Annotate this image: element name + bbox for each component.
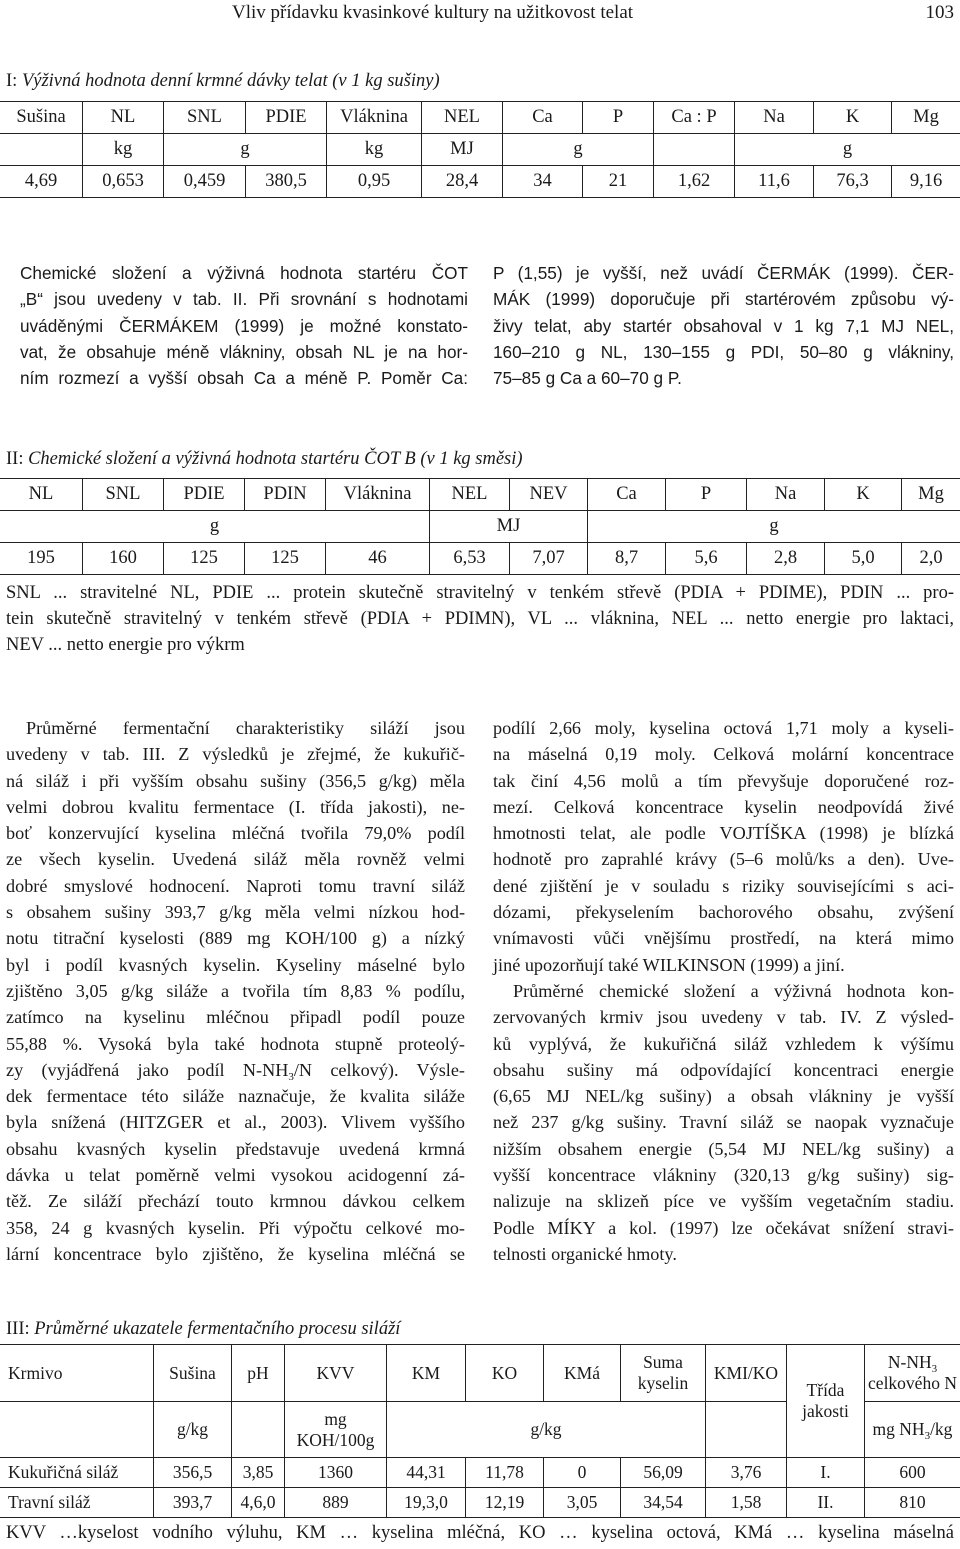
table-2-header: PDIN bbox=[245, 479, 326, 511]
table-2-header: Vláknina bbox=[326, 479, 430, 511]
table-2-header: Mg bbox=[902, 479, 960, 511]
table-2-unit: g bbox=[0, 511, 430, 543]
table-2 bbox=[0, 478, 960, 575]
unit-fragment: mg NH bbox=[872, 1419, 925, 1439]
table-3-cell: 4,6,0 bbox=[232, 1488, 285, 1518]
table-2-value: 46 bbox=[326, 543, 430, 575]
text-line: zervovaných krmiv jsou uvedeny v tab. IV. Z výsled- bbox=[493, 1007, 954, 1028]
table-3-cell: 3,05 bbox=[544, 1488, 621, 1518]
text-line: hmotnosti telat, ale podle VOJTÍŠKA (1998) je blízká bbox=[493, 823, 954, 844]
table-3-unit-kvv bbox=[285, 1402, 387, 1458]
table-3-unit bbox=[706, 1402, 787, 1458]
text-line: nalizuje na sklizeň píce ve vyšším vegetačním stadiu. bbox=[493, 1191, 954, 1212]
table-1-value: 0,95 bbox=[327, 166, 422, 198]
text-line: dózami, překyselením bachorového obsahu, zvýšení bbox=[493, 902, 954, 923]
table-1-value: 28,4 bbox=[422, 166, 503, 198]
table-1-unit: kg bbox=[327, 134, 422, 166]
text-line: dek fermentace této siláže naznačuje, že kvalita siláže bbox=[6, 1086, 465, 1107]
table-2-header: NEV bbox=[510, 479, 588, 511]
paragraph-2-right bbox=[493, 715, 954, 1267]
table-3-cell: 1360 bbox=[285, 1458, 387, 1488]
text-line: vnímavosti vůči vnějšímu prostředí, na která mimo bbox=[493, 928, 954, 949]
table-1-header: K bbox=[814, 102, 892, 134]
text-line: notu titrační kyselosti (889 mg KOH/100 g) a nízký bbox=[6, 928, 465, 949]
table-1 bbox=[0, 101, 960, 198]
table-1-header: NL bbox=[83, 102, 164, 134]
table-3-header: KMá bbox=[544, 1345, 621, 1402]
text-line: obsahu sušiny má odpovídající koncentraci energie bbox=[493, 1059, 954, 1080]
table-1-value: 1,62 bbox=[654, 166, 735, 198]
table-2-header: PDIE bbox=[164, 479, 245, 511]
text-line: 160–210 g NL, 130–155 g PDI, 50–80 g vlákniny, bbox=[493, 341, 954, 362]
table-2-header-row bbox=[0, 479, 960, 511]
paragraph-1-right bbox=[493, 260, 954, 391]
table-3-header: Krmivo bbox=[0, 1345, 154, 1402]
table-2-header: SNL bbox=[83, 479, 164, 511]
text-line: jiné upozorňují také WILKINSON (1999) a jiní. bbox=[493, 954, 845, 975]
text-line: (6,65 MJ NEL/kg sušiny) a obsah vlákniny je vyšší bbox=[493, 1086, 954, 1107]
paragraph-2-left bbox=[6, 715, 465, 1267]
text-line: podílí 2,66 moly, kyselina octová 1,71 moly a kyseli- bbox=[493, 718, 954, 738]
table-1-value: 9,16 bbox=[892, 166, 960, 198]
text-line: telnosti organické hmoty. bbox=[493, 1243, 677, 1264]
text-line: s obsahem sušiny 393,7 g/kg měla velmi nízkou hod- bbox=[6, 902, 465, 923]
table-1-value: 21 bbox=[583, 166, 654, 198]
text-fragment: zy (vyjádřená jako podíl N-NH bbox=[6, 1059, 289, 1080]
text-line: ná siláž i při vyšším obsahu sušiny (356,5 g/kg) měla bbox=[6, 770, 465, 791]
text-line: Chemické složení a výživná hodnota startéru ČOT bbox=[20, 263, 468, 283]
text-line: uvedeny v tab. III. Z výsledků je zřejmé, že kukuřič- bbox=[6, 744, 465, 765]
text-line: byla snížená (HITZGER et al., 2003). Vlivem vyššího bbox=[6, 1112, 465, 1133]
text-line: ze všech kyselin. Uvedená siláž měla rovněž velmi bbox=[6, 849, 465, 870]
table-2-value: 2,8 bbox=[747, 543, 825, 575]
table-3-cell: 810 bbox=[865, 1488, 960, 1518]
table-3-unit: g/kg bbox=[154, 1402, 232, 1458]
running-title: Vliv přídavku kvasinkové kultury na užitkovost telat bbox=[232, 2, 634, 23]
text-line: na máselná 0,19 moly. Celková molární koncentrace bbox=[493, 744, 954, 765]
table-2-title: Chemické složení a výživná hodnota startéru ČOT B (v 1 kg směsi) bbox=[28, 449, 523, 469]
text-line: boť konzervující kyselina mléčná tvořila 79,0% podíl bbox=[6, 823, 465, 844]
text-line: „B“ jsou uvedeny v tab. II. Při srovnání s hodnotami bbox=[20, 289, 468, 310]
table-1-value: 0,459 bbox=[164, 166, 246, 198]
header-line bbox=[865, 1352, 960, 1373]
table-3-row bbox=[0, 1488, 960, 1518]
text-line: zjištěno 3,05 g/kg siláže a tvořila tím 8,83 % podílu, bbox=[6, 980, 465, 1001]
text-line: P (1,55) je vyšší, než uvádí ČERMÁK (1999). ČER- bbox=[493, 263, 954, 283]
table-3-unit bbox=[0, 1402, 154, 1458]
table-2-value: 125 bbox=[164, 543, 245, 575]
text-line: dené zjištění je v souladu s riziky souvisejícími s aci- bbox=[493, 875, 954, 896]
table-3-header: KO bbox=[466, 1345, 544, 1402]
table-1-header: Ca bbox=[503, 102, 583, 134]
table-2-number: II: bbox=[6, 449, 24, 469]
text-line: velmi dobrou kvalitu fermentace (I. třída jakosti), ne- bbox=[6, 796, 465, 817]
note-line: tein skutečně stravitelný v tenkém střevě (PDIA + PDIMN), VL ... vláknina, NEL ... netto energie pro laktaci, bbox=[6, 609, 954, 629]
table-1-header: Na bbox=[735, 102, 814, 134]
table-3-unit-nnh bbox=[865, 1402, 960, 1458]
text-line: než 237 g/kg sušiny. Travní siláž se naopak vyznačuje bbox=[493, 1112, 954, 1133]
table-3-header: KVV bbox=[285, 1345, 387, 1402]
table-1-value: 76,3 bbox=[814, 166, 892, 198]
table-1-unit bbox=[0, 134, 83, 166]
table-1-number: I: bbox=[6, 71, 18, 91]
table-3-cell: 889 bbox=[285, 1488, 387, 1518]
table-3-cell: Travní siláž bbox=[0, 1488, 154, 1518]
table-1-unit-row bbox=[0, 134, 960, 166]
table-3-unit: g/kg bbox=[387, 1402, 706, 1458]
table-1-value-row bbox=[0, 166, 960, 198]
text-line: MÁK (1999) doporučuje při startérovém způsobu vý- bbox=[493, 289, 954, 310]
table-2-value: 195 bbox=[0, 543, 83, 575]
unit-line: KOH/100g bbox=[296, 1429, 375, 1450]
table-3-cell: 12,19 bbox=[466, 1488, 544, 1518]
table-3-footnote: KVV …kyselost vodního výluhu, KM … kyselina mléčná, KO … kyselina octová, KMá … kyselina máselná bbox=[6, 1523, 954, 1543]
table-3-cell: I. bbox=[787, 1458, 865, 1488]
table-1-header-row bbox=[0, 102, 960, 134]
text-line: zatímco na kyselinu mléčnou připadl podíl pouze bbox=[6, 1007, 465, 1028]
table-3 bbox=[0, 1344, 960, 1518]
text-line: uváděnými ČERMÁKEM (1999) je možné konstato- bbox=[20, 315, 468, 336]
table-3-header-nnh bbox=[865, 1345, 960, 1402]
text-line: dávka u telat poměrně velmi vysokou acidogenní zá- bbox=[6, 1165, 465, 1186]
text-line: obsahu kvasných kyselin představuje uvedená krmná bbox=[6, 1138, 465, 1159]
text-line: ků vyplývá, že kukuřičná siláž vzhledem k výšímu bbox=[493, 1033, 954, 1054]
table-3-cell: 44,31 bbox=[387, 1458, 466, 1488]
table-2-header: K bbox=[825, 479, 902, 511]
header-line: kyselin bbox=[637, 1373, 689, 1393]
text-line: ním rozmezí a vyšší obsah Ca a méně P. Poměr Ca: bbox=[20, 368, 468, 389]
table-1-unit: g bbox=[503, 134, 654, 166]
table-2-header: NEL bbox=[430, 479, 510, 511]
table-2-header: NL bbox=[0, 479, 83, 511]
table-3-header: KM bbox=[387, 1345, 466, 1402]
table-2-value: 160 bbox=[83, 543, 164, 575]
table-2-value: 6,53 bbox=[430, 543, 510, 575]
paragraph-1-left bbox=[20, 260, 468, 391]
table-2-header: Ca bbox=[588, 479, 666, 511]
table-1-header: PDIE bbox=[246, 102, 327, 134]
table-2-unit: g bbox=[588, 511, 960, 543]
table-3-cell: 600 bbox=[865, 1458, 960, 1488]
table-2-value: 125 bbox=[245, 543, 326, 575]
table-1-value: 380,5 bbox=[246, 166, 327, 198]
text-line: Průměrné chemické složení a výživná hodnota kon- bbox=[513, 980, 954, 1001]
table-3-number: III: bbox=[6, 1319, 30, 1339]
table-1-unit: MJ bbox=[422, 134, 503, 166]
unit-line: mg bbox=[324, 1408, 347, 1429]
table-1-header: P bbox=[583, 102, 654, 134]
table-1-value: 4,69 bbox=[0, 166, 83, 198]
table-3-title: Průměrné ukazatele fermentačního procesu siláží bbox=[34, 1319, 401, 1339]
table-1-header: Mg bbox=[892, 102, 960, 134]
subscript: 3 bbox=[288, 1070, 294, 1083]
note-line: NEV ... netto energie pro výkrm bbox=[6, 635, 245, 655]
text-line: 75–85 g Ca a 60–70 g P. bbox=[493, 368, 682, 389]
text-line: lární koncentrace bylo zjištěno, že kyselina mléčná se bbox=[6, 1243, 465, 1264]
table-3-cell: 3,85 bbox=[232, 1458, 285, 1488]
table-3-caption bbox=[6, 1319, 400, 1340]
table-3-cell: 11,78 bbox=[466, 1458, 544, 1488]
table-3-header-suma bbox=[621, 1345, 706, 1402]
table-3-header: pH bbox=[232, 1345, 285, 1402]
table-3-row bbox=[0, 1458, 960, 1488]
table-3-cell: II. bbox=[787, 1488, 865, 1518]
table-1-header: Ca : P bbox=[654, 102, 735, 134]
table-2-header: P bbox=[666, 479, 747, 511]
header-line: Suma bbox=[643, 1352, 683, 1372]
table-3-header-row bbox=[0, 1345, 960, 1402]
text-fragment: /N celkový). Výsle- bbox=[293, 1059, 465, 1080]
text-line: vyšší koncentrace vlákniny (320,13 g/kg sušiny) sig- bbox=[493, 1165, 954, 1186]
table-3-header: Sušina bbox=[154, 1345, 232, 1402]
table-1-title: Výživná hodnota denní krmné dávky telat (v 1 kg sušiny) bbox=[21, 71, 440, 91]
text-line: mezí. Celková koncentrace kyselin neodpovídá živé bbox=[493, 796, 954, 817]
page-number: 103 bbox=[925, 2, 954, 23]
text-line: dobré smyslové hodnocení. Naproti tomu travní siláž bbox=[6, 875, 465, 896]
table-1-caption bbox=[6, 71, 440, 92]
table-3-cell: 393,7 bbox=[154, 1488, 232, 1518]
header-line: jakosti bbox=[802, 1401, 849, 1421]
table-2-value: 2,0 bbox=[902, 543, 960, 575]
text-line: tak činí 4,56 molů a tím převyšuje doporučené roz- bbox=[493, 770, 954, 791]
table-1-unit: kg bbox=[83, 134, 164, 166]
table-3-cell: 19,3,0 bbox=[387, 1488, 466, 1518]
table-3-cell: 1,58 bbox=[706, 1488, 787, 1518]
table-1-unit: g bbox=[164, 134, 327, 166]
table-1-value: 34 bbox=[503, 166, 583, 198]
table-3-cell: 356,5 bbox=[154, 1458, 232, 1488]
text-line: živy telat, aby startér obsahoval v 1 kg 7,1 MJ NEL, bbox=[493, 315, 954, 336]
table-1-header: Vláknina bbox=[327, 102, 422, 134]
table-1-value: 0,653 bbox=[83, 166, 164, 198]
table-2-unit: MJ bbox=[430, 511, 588, 543]
table-2-unit-row bbox=[0, 511, 960, 543]
table-2-value: 5,6 bbox=[666, 543, 747, 575]
table-1-value: 11,6 bbox=[735, 166, 814, 198]
table-2-value: 8,7 bbox=[588, 543, 666, 575]
text-line: vat, že obsahuje méně vlákniny, obsah NL je na hor- bbox=[20, 341, 468, 362]
note-line: SNL ... stravitelné NL, PDIE ... protein skutečně stravitelný v tenkém střevě (PDIA + PDIME), PDIN ... pro- bbox=[6, 583, 954, 603]
subscript: 3 bbox=[931, 1363, 938, 1375]
table-3-header: KMI/KO bbox=[706, 1345, 787, 1402]
table-2-value-row bbox=[0, 543, 960, 575]
table-2-header: Na bbox=[747, 479, 825, 511]
text-line: Podle MÍKY a kol. (1997) lze očekávat snížení stravi- bbox=[493, 1217, 954, 1238]
unit-fragment: /kg bbox=[930, 1419, 953, 1439]
table-1-header: NEL bbox=[422, 102, 503, 134]
text-line bbox=[6, 1057, 465, 1083]
text-line: nižším obsahem energie (5,54 MJ NEL/kg sušiny) a bbox=[493, 1138, 954, 1159]
table-3-cell: 3,76 bbox=[706, 1458, 787, 1488]
header-line: Třída bbox=[806, 1380, 845, 1400]
table-1-header: SNL bbox=[164, 102, 246, 134]
table-2-value: 5,0 bbox=[825, 543, 902, 575]
table-3-cell: Kukuřičná siláž bbox=[0, 1458, 154, 1488]
text-line: těž. Ze siláží přechází touto krmnou dávkou celkem bbox=[6, 1191, 465, 1212]
table-3-header-trida bbox=[787, 1345, 865, 1458]
table-2-value: 7,07 bbox=[510, 543, 588, 575]
table-3-cell: 34,54 bbox=[621, 1488, 706, 1518]
subscript: 3 bbox=[924, 1430, 931, 1442]
text-line: 55,88 %. Vysoká byla také hodnota stupně proteolý- bbox=[6, 1033, 465, 1054]
header-fragment: N-NH bbox=[887, 1352, 932, 1372]
table-3-cell: 56,09 bbox=[621, 1458, 706, 1488]
text-line: byl i podíl kvasných kyselin. Kyseliny máselné bylo bbox=[6, 954, 465, 975]
table-3-unit bbox=[232, 1402, 285, 1458]
table-1-header: Sušina bbox=[0, 102, 83, 134]
table-2-note bbox=[6, 580, 954, 658]
header-line: celkového N bbox=[868, 1373, 957, 1393]
table-3-cell: 0 bbox=[544, 1458, 621, 1488]
text-line: 358, 24 g kvasných kyselin. Při výpočtu celkové mo- bbox=[6, 1217, 465, 1238]
text-line: Průměrné fermentační charakteristiky siláží jsou bbox=[26, 718, 465, 738]
table-1-unit: g bbox=[735, 134, 960, 166]
text-line: hodnotě pro zaprahlé krávy (5–6 molů/ks a den). Uve- bbox=[493, 849, 954, 870]
table-2-caption bbox=[6, 449, 523, 470]
table-1-unit bbox=[654, 134, 735, 166]
